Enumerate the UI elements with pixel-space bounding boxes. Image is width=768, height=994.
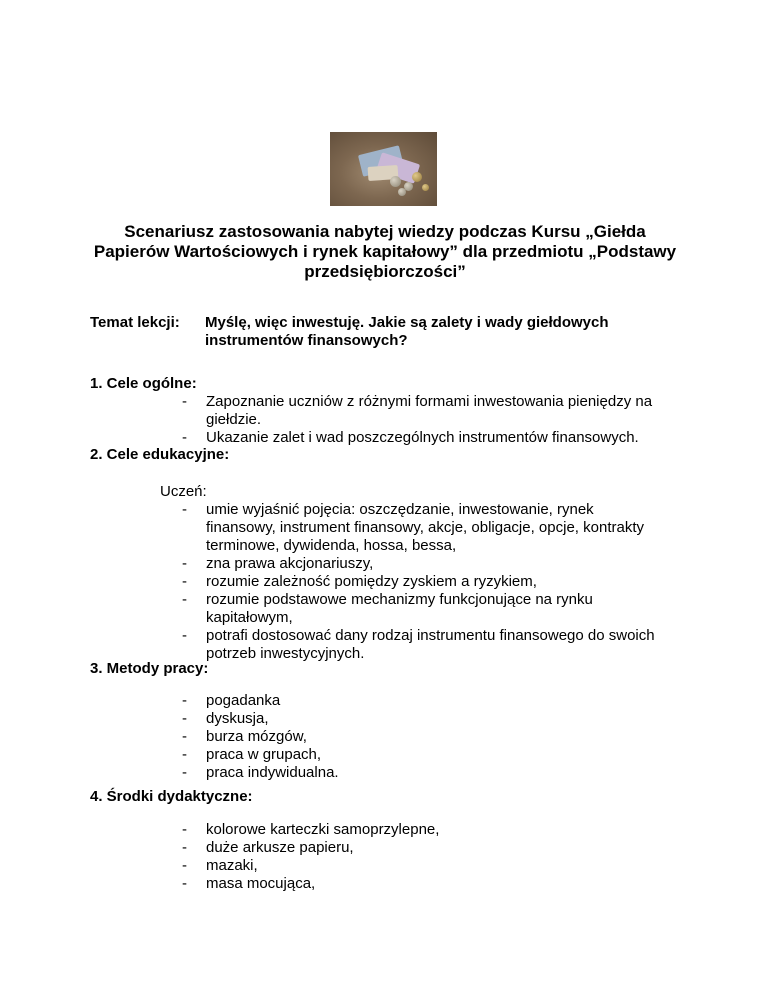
list-item: - praca w grupach, <box>182 746 322 763</box>
list-item: - praca indywidualna. <box>182 764 339 781</box>
list-item: - zna prawa akcjonariuszy, <box>182 555 374 572</box>
coin-shape <box>422 184 429 191</box>
list-item: - duże arkusze papieru, <box>182 839 354 856</box>
section-heading-resources: 4. Środki dydaktyczne: <box>90 788 253 805</box>
list-item: - rozumie podstawowe mechanizmy funkcjonujące na rynku kapitałowym, <box>182 591 593 626</box>
educational-goals-list <box>182 501 662 663</box>
list-item: - Ukazanie zalet i wad poszczególnych instrumentów finansowych. <box>182 429 639 446</box>
list-item: - rozumie zależność pomiędzy zyskiem a ryzykiem, <box>182 573 537 590</box>
list-item: - mazaki, <box>182 857 258 874</box>
list-item: - burza mózgów, <box>182 728 307 745</box>
list-item: - kolorowe karteczki samoprzylepne, <box>182 821 440 838</box>
coin-shape <box>398 188 406 196</box>
document-title: Scenariusz zastosowania nabytej wiedzy podczas Kursu „Giełda Papierów Wartościowych i rynek kapitałowy” dla przedmiotu „Podstawy przedsiębiorczości” <box>93 222 677 281</box>
section-heading-goals: 1. Cele ogólne: <box>90 375 197 392</box>
list-item: - masa mocująca, <box>182 875 316 892</box>
resources-list <box>182 821 662 893</box>
section-heading-educational: 2. Cele edukacyjne: <box>90 446 230 463</box>
methods-list <box>182 692 662 782</box>
topic-label: Temat lekcji: <box>90 314 180 331</box>
topic-text: Myślę, więc inwestuję. Jakie są zalety i wady giełdowych instrumentów finansowych? <box>205 314 609 349</box>
money-photo <box>330 132 437 206</box>
student-label: Uczeń: <box>160 483 207 500</box>
list-item: - Zapoznanie uczniów z różnymi formami inwestowania pieniędzy na giełdzie. <box>182 393 653 428</box>
list-item: - pogadanka <box>182 692 281 709</box>
coin-shape <box>412 172 422 182</box>
list-item: - potrafi dostosować dany rodzaj instrumentu finansowego do swoich potrzeb inwestycyjnych. <box>182 627 655 662</box>
list-item: - umie wyjaśnić pojęcia: oszczędzanie, inwestowanie, rynek finansowy, instrument finansowy, akcje, obligacje, opcje, kontrakty terminowe, dywidenda, hossa, bessa, <box>182 501 644 554</box>
section-heading-methods: 3. Metody pracy: <box>90 660 209 677</box>
list-item: - dyskusja, <box>182 710 269 727</box>
general-goals-list <box>182 393 682 447</box>
coin-shape <box>390 176 401 187</box>
